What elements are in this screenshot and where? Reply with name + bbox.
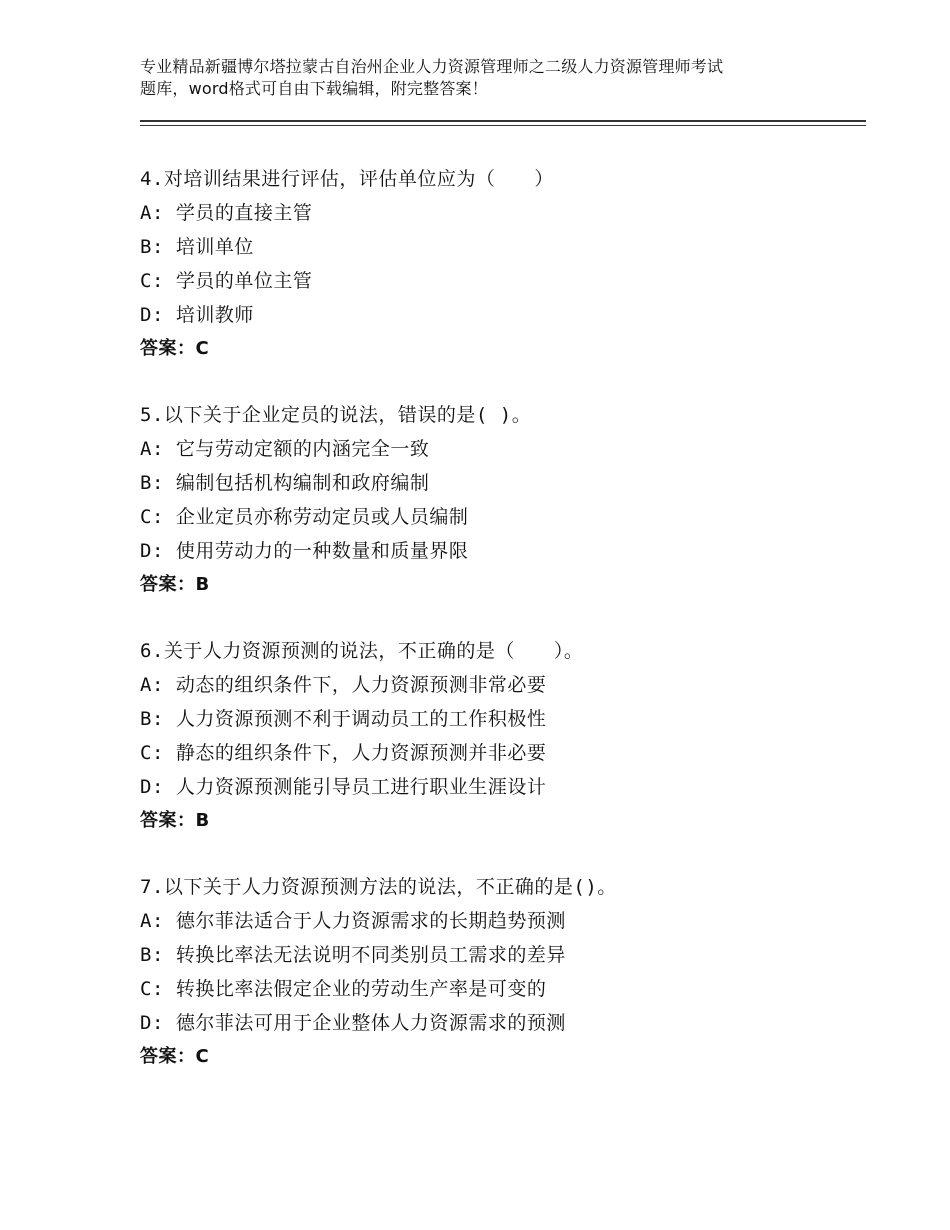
option-d: D: 人力资源预测能引导员工进行职业生涯设计 xyxy=(140,776,547,798)
option-b: B: 转换比率法无法说明不同类别员工需求的差异 xyxy=(140,944,566,966)
header-divider xyxy=(140,120,866,126)
document-header xyxy=(140,56,840,100)
question-stem: 5.以下关于企业定员的说法，错误的是( )。 xyxy=(140,404,532,426)
option-c: C: 企业定员亦称劳动定员或人员编制 xyxy=(140,506,469,528)
option-b: B: 培训单位 xyxy=(140,236,254,258)
option-c: C: 静态的组织条件下，人力资源预测并非必要 xyxy=(140,742,547,764)
question-7 xyxy=(140,870,880,1074)
option-b: B: 编制包括机构编制和政府编制 xyxy=(140,472,430,494)
question-4 xyxy=(140,162,880,366)
question-stem: 7.以下关于人力资源预测方法的说法，不正确的是()。 xyxy=(140,876,617,898)
option-c: C: 学员的单位主管 xyxy=(140,270,313,292)
question-6 xyxy=(140,634,880,838)
answer: 答案：B xyxy=(140,574,210,595)
answer: 答案：C xyxy=(140,1046,210,1067)
header-title-line-2: 题库，word格式可自由下载编辑，附完整答案！ xyxy=(140,79,488,98)
answer: 答案：C xyxy=(140,338,210,359)
question-5 xyxy=(140,398,880,602)
option-d: D: 使用劳动力的一种数量和质量界限 xyxy=(140,540,469,562)
header-title-line-1: 专业精品新疆博尔塔拉蒙古自治州企业人力资源管理师之二级人力资源管理师考试 xyxy=(140,57,724,76)
answer: 答案：B xyxy=(140,810,210,831)
option-b: B: 人力资源预测不利于调动员工的工作积极性 xyxy=(140,708,547,730)
option-c: C: 转换比率法假定企业的劳动生产率是可变的 xyxy=(140,978,547,1000)
question-list xyxy=(140,162,880,1106)
option-a: A: 动态的组织条件下，人力资源预测非常必要 xyxy=(140,674,547,696)
option-d: D: 培训教师 xyxy=(140,304,254,326)
option-a: A: 德尔菲法适合于人力资源需求的长期趋势预测 xyxy=(140,910,566,932)
option-d: D: 德尔菲法可用于企业整体人力资源需求的预测 xyxy=(140,1012,566,1034)
question-stem: 6.关于人力资源预测的说法，不正确的是（ ）。 xyxy=(140,640,584,662)
option-a: A: 它与劳动定额的内涵完全一致 xyxy=(140,438,430,460)
question-stem: 4.对培训结果进行评估，评估单位应为（ ） xyxy=(140,168,554,190)
option-a: A: 学员的直接主管 xyxy=(140,202,313,224)
